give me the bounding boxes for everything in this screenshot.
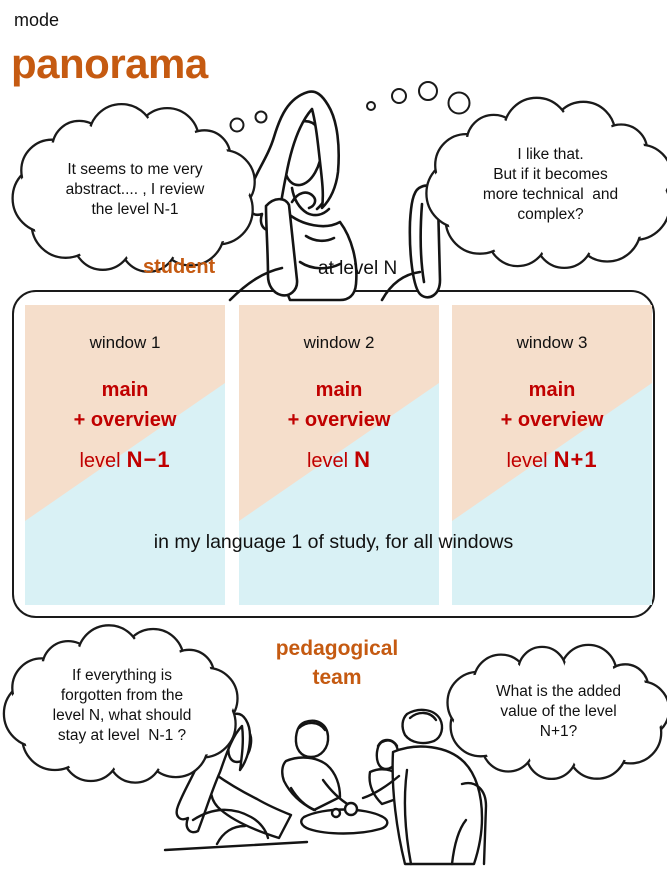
thought-bubble-top-left-text: It seems to me very abstract.... , I review the level N-1 [65, 160, 205, 219]
mode-label: mode [14, 10, 60, 30]
window-3-panel [452, 305, 652, 605]
window-3-title: window 3 [516, 333, 588, 352]
window-1-level: level N−1 [79, 447, 171, 472]
window-2-main-label: main [315, 379, 363, 401]
thought-bubble-bottom-left-text: If everything is forgotten from the level N, what should stay at level N-1 ? [52, 666, 192, 745]
at-level-label: at level N [318, 258, 398, 279]
window-2-panel [239, 305, 439, 605]
window-2-title: window 2 [303, 333, 375, 352]
pedagogical-team-label: pedagogical team [275, 637, 399, 689]
student-label: student [143, 256, 216, 278]
window-1-panel [25, 305, 225, 605]
window-1-title: window 1 [89, 333, 161, 352]
language-caption: in my language 1 of study, for all windows [153, 531, 514, 553]
windows-panel [12, 290, 655, 618]
window-2-overview-label: + overview [287, 409, 391, 431]
window-2-level: level N [306, 447, 372, 472]
window-3-overview-label: + overview [500, 409, 604, 431]
window-3-main-label: main [528, 379, 576, 401]
thought-bubble-top-right-text: I like that. But if it becomes more technical and complex? [482, 145, 619, 224]
page-title: panorama [11, 40, 208, 87]
thought-bubble-bottom-right [452, 650, 665, 774]
window-1-overview-label: + overview [73, 409, 177, 431]
thought-bubble-bottom-left [12, 636, 232, 776]
thought-bubble-top-left [22, 116, 248, 264]
window-3-level: level N+1 [506, 447, 598, 472]
window-1-main-label: main [101, 379, 149, 401]
thought-bubble-bottom-right-text: What is the added value of the level N+1? [496, 682, 621, 741]
thought-bubble-top-right [436, 110, 665, 260]
